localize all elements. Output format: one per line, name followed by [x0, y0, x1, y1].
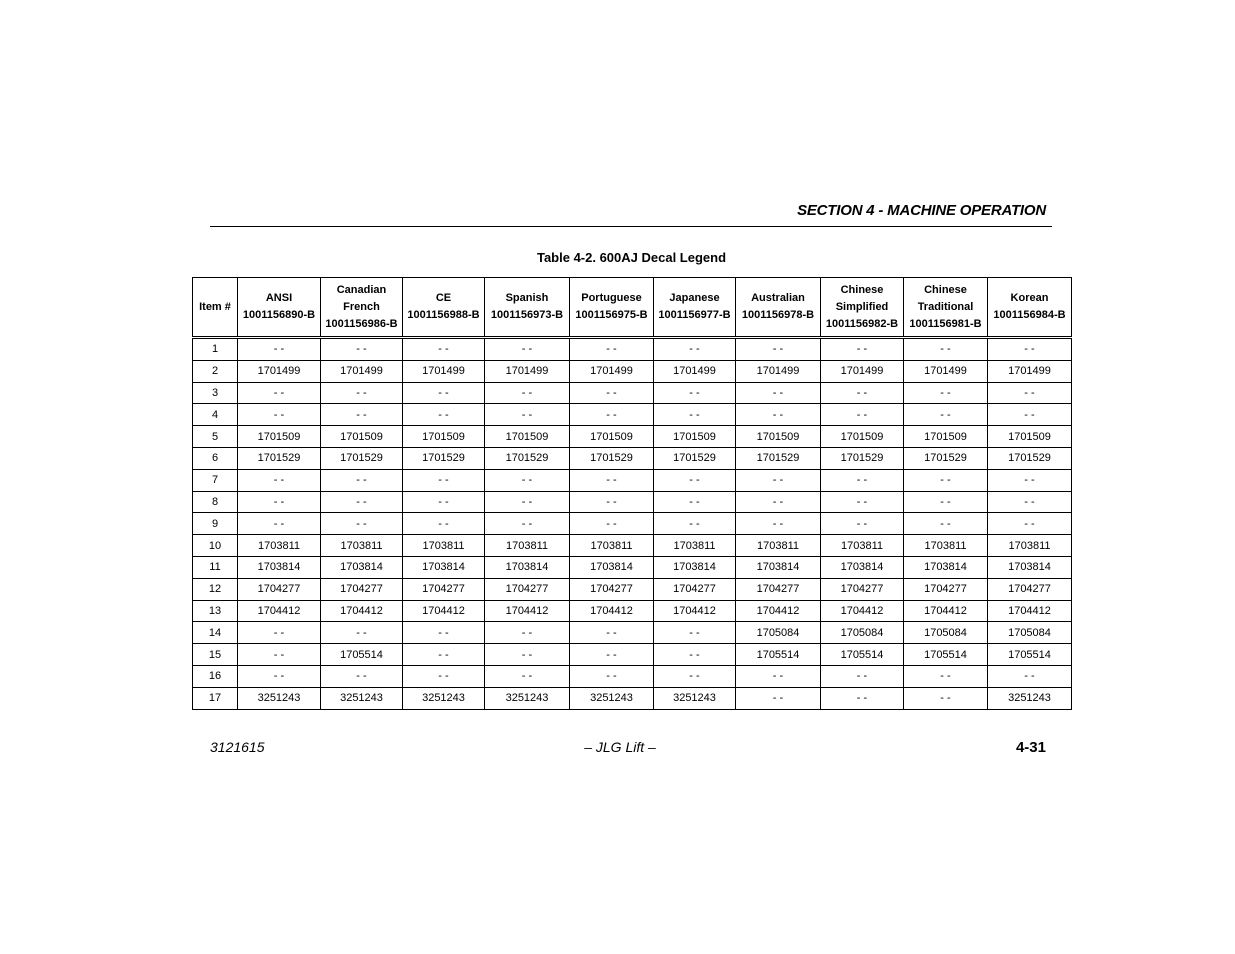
column-header-4 [485, 278, 570, 337]
decal-part-cell: 1703814 [736, 556, 821, 578]
column-header-line: Canadian [336, 283, 387, 296]
table-body [193, 339, 1072, 710]
decal-part-cell: 1703814 [321, 556, 403, 578]
decal-part-cell: 1701509 [238, 426, 321, 448]
decal-part-cell: - - [238, 513, 321, 535]
decal-part-cell: - - [403, 513, 485, 535]
decal-part-cell: 1701509 [321, 426, 403, 448]
decal-part-cell: - - [321, 469, 403, 491]
decal-part-cell: - - [821, 469, 904, 491]
decal-part-cell: 1705514 [904, 644, 988, 666]
decal-part-cell: - - [988, 339, 1072, 361]
decal-part-cell: 1704277 [570, 578, 654, 600]
item-number-cell: 4 [193, 404, 238, 426]
decal-part-cell: - - [485, 513, 570, 535]
decal-part-cell: 1703811 [238, 535, 321, 557]
decal-part-cell: 1701509 [570, 426, 654, 448]
decal-part-cell: - - [570, 513, 654, 535]
item-number-cell: 12 [193, 578, 238, 600]
decal-part-cell: 1701529 [403, 447, 485, 469]
decal-part-cell: 1703814 [654, 556, 736, 578]
decal-part-cell: 1703811 [654, 535, 736, 557]
column-header-8 [821, 278, 904, 337]
decal-part-cell: 3251243 [570, 687, 654, 709]
decal-part-cell: 1701499 [654, 360, 736, 382]
decal-part-cell: - - [988, 404, 1072, 426]
table-row [193, 447, 1072, 469]
item-number-cell: 6 [193, 447, 238, 469]
decal-part-cell: - - [570, 404, 654, 426]
decal-part-cell: - - [904, 469, 988, 491]
decal-part-cell: 1704412 [904, 600, 988, 622]
decal-part-cell: - - [904, 687, 988, 709]
decal-part-cell: 1703814 [988, 556, 1072, 578]
table-row [193, 339, 1072, 361]
decal-part-cell: 1704412 [403, 600, 485, 622]
decal-part-cell: 3251243 [321, 687, 403, 709]
section-title: SECTION 4 - MACHINE OPERATION [797, 202, 1046, 219]
item-number-cell: 5 [193, 426, 238, 448]
decal-legend-table [192, 277, 1072, 710]
decal-part-cell: - - [485, 469, 570, 491]
decal-part-cell: - - [904, 339, 988, 361]
column-header-line: 1001156978-B [741, 309, 815, 321]
column-header-line: 1001156988-B [407, 309, 480, 321]
decal-part-cell: - - [238, 339, 321, 361]
decal-part-cell: - - [403, 404, 485, 426]
column-header-line: Simplified [835, 300, 889, 313]
decal-part-cell: - - [988, 491, 1072, 513]
decal-part-cell: 1704412 [736, 600, 821, 622]
table-row [193, 491, 1072, 513]
decal-part-cell: - - [321, 622, 403, 644]
table-row [193, 556, 1072, 578]
decal-part-cell: - - [904, 513, 988, 535]
decal-part-cell: - - [821, 665, 904, 687]
decal-part-cell: 1703814 [821, 556, 904, 578]
decal-part-cell: - - [736, 665, 821, 687]
decal-part-cell: 1704412 [238, 600, 321, 622]
column-header-line: 1001156986-B [325, 317, 398, 330]
decal-part-cell: - - [403, 644, 485, 666]
table-row [193, 535, 1072, 557]
decal-part-cell: 1703814 [904, 556, 988, 578]
table-row [193, 600, 1072, 622]
decal-part-cell: 1704277 [485, 578, 570, 600]
column-header-line: CE [435, 292, 452, 304]
decal-part-cell: - - [403, 339, 485, 361]
decal-part-cell: 1703814 [570, 556, 654, 578]
header-row [193, 278, 1072, 337]
decal-part-cell: - - [321, 491, 403, 513]
decal-part-cell: - - [736, 687, 821, 709]
decal-part-cell: - - [736, 469, 821, 491]
decal-part-cell: 1701529 [904, 447, 988, 469]
decal-part-cell: - - [321, 404, 403, 426]
decal-part-cell: 1703811 [736, 535, 821, 557]
decal-part-cell: 1704277 [821, 578, 904, 600]
item-number-cell: 9 [193, 513, 238, 535]
decal-part-cell: - - [321, 382, 403, 404]
column-header-line: 1001156890-B [242, 309, 316, 321]
decal-part-cell: - - [485, 382, 570, 404]
decal-part-cell: 1701509 [736, 426, 821, 448]
page-number: 4-31 [1015, 739, 1046, 756]
decal-part-cell: 1703814 [485, 556, 570, 578]
decal-part-cell: 1703811 [904, 535, 988, 557]
decal-part-cell: - - [736, 513, 821, 535]
decal-part-cell: 1705514 [821, 644, 904, 666]
decal-part-cell: - - [321, 339, 403, 361]
decal-part-cell: - - [821, 687, 904, 709]
column-header-line: Spanish [505, 292, 549, 304]
decal-part-cell: 1701499 [485, 360, 570, 382]
decal-part-cell: - - [485, 491, 570, 513]
decal-part-cell: 1704412 [485, 600, 570, 622]
decal-part-cell: - - [238, 665, 321, 687]
decal-part-cell: 1704412 [821, 600, 904, 622]
decal-part-cell: 1703811 [821, 535, 904, 557]
decal-part-cell: 1701529 [238, 447, 321, 469]
column-header-line: 1001156977-B [658, 309, 731, 321]
table-row [193, 578, 1072, 600]
table-row [193, 622, 1072, 644]
decal-part-cell: 1705084 [736, 622, 821, 644]
decal-part-cell: 1704277 [654, 578, 736, 600]
decal-part-cell: - - [821, 513, 904, 535]
decal-part-cell: 1701529 [485, 447, 570, 469]
decal-part-cell: 1705084 [821, 622, 904, 644]
decal-part-cell: - - [321, 513, 403, 535]
decal-part-cell: 1703811 [321, 535, 403, 557]
decal-part-cell: 1701509 [821, 426, 904, 448]
item-number-cell: 1 [193, 339, 238, 361]
decal-part-cell: - - [736, 404, 821, 426]
column-header-9 [904, 278, 988, 337]
item-number-cell: 7 [193, 469, 238, 491]
table-row [193, 426, 1072, 448]
item-number-cell: 2 [193, 360, 238, 382]
decal-part-cell: - - [904, 382, 988, 404]
decal-part-cell: 1701509 [904, 426, 988, 448]
footer-brand: – JLG Lift – [584, 739, 656, 755]
decal-part-cell: 1704412 [988, 600, 1072, 622]
table-row [193, 644, 1072, 666]
item-number-cell: 8 [193, 491, 238, 513]
decal-part-cell: 1703811 [485, 535, 570, 557]
table-row [193, 665, 1072, 687]
decal-part-cell: - - [654, 665, 736, 687]
decal-part-cell: - - [654, 469, 736, 491]
decal-part-cell: 1703811 [570, 535, 654, 557]
decal-part-cell: - - [485, 404, 570, 426]
decal-part-cell: 3251243 [403, 687, 485, 709]
decal-part-cell: - - [403, 622, 485, 644]
decal-part-cell: 1704277 [904, 578, 988, 600]
column-header-line: Japanese [669, 292, 720, 304]
column-header-5 [570, 278, 654, 337]
column-header-6 [654, 278, 736, 337]
column-header-line: 1001156982-B [825, 317, 899, 330]
item-number-cell: 16 [193, 665, 238, 687]
column-header-7 [736, 278, 821, 337]
decal-part-cell: 1704412 [654, 600, 736, 622]
header-divider [210, 226, 1052, 227]
decal-part-cell: - - [570, 491, 654, 513]
column-header-line: Australian [751, 292, 805, 304]
decal-part-cell: - - [238, 491, 321, 513]
decal-part-cell: 1704277 [988, 578, 1072, 600]
decal-part-cell: - - [321, 665, 403, 687]
decal-part-cell: 1703811 [403, 535, 485, 557]
column-header-line: 1001156984-B [993, 309, 1066, 321]
column-header-2 [321, 278, 403, 337]
decal-part-cell: 1705514 [988, 644, 1072, 666]
decal-part-cell: - - [238, 622, 321, 644]
item-number-cell: 17 [193, 687, 238, 709]
decal-part-cell: - - [736, 382, 821, 404]
table-row [193, 687, 1072, 709]
decal-part-cell: - - [904, 491, 988, 513]
decal-part-cell: - - [570, 469, 654, 491]
decal-part-cell: 1705084 [988, 622, 1072, 644]
decal-part-cell: - - [821, 339, 904, 361]
decal-part-cell: 1701499 [321, 360, 403, 382]
column-header-line: Traditional [917, 300, 974, 313]
decal-part-cell: - - [654, 622, 736, 644]
decal-part-cell: - - [988, 513, 1072, 535]
decal-part-cell: - - [988, 469, 1072, 491]
decal-part-cell: 1704412 [321, 600, 403, 622]
decal-part-cell: - - [736, 491, 821, 513]
decal-part-cell: 1701499 [904, 360, 988, 382]
item-number-cell: 14 [193, 622, 238, 644]
decal-part-cell: - - [654, 339, 736, 361]
column-header-line: Chinese [840, 283, 884, 296]
table-caption: Table 4-2. 600AJ Decal Legend [536, 250, 727, 265]
table-row [193, 382, 1072, 404]
decal-part-cell: - - [485, 665, 570, 687]
decal-part-cell: - - [654, 404, 736, 426]
decal-part-cell: 1701499 [988, 360, 1072, 382]
decal-part-cell: 1704277 [321, 578, 403, 600]
decal-part-cell: 3251243 [238, 687, 321, 709]
decal-part-cell: 1701529 [570, 447, 654, 469]
decal-part-cell: - - [403, 469, 485, 491]
column-header-line: Item # [199, 300, 231, 313]
decal-part-cell: - - [904, 665, 988, 687]
column-header-line: 1001156981-B [909, 317, 982, 330]
decal-part-cell: - - [654, 513, 736, 535]
decal-part-cell: 1705514 [736, 644, 821, 666]
table-header [193, 278, 1072, 339]
decal-part-cell: - - [485, 644, 570, 666]
decal-part-cell: 1701509 [485, 426, 570, 448]
decal-part-cell: - - [988, 665, 1072, 687]
decal-part-cell: 1705084 [904, 622, 988, 644]
decal-part-cell: 1701499 [736, 360, 821, 382]
decal-part-cell: - - [654, 644, 736, 666]
decal-part-cell: - - [570, 339, 654, 361]
column-header-10 [988, 278, 1072, 337]
decal-part-cell: - - [654, 382, 736, 404]
decal-part-cell: - - [238, 644, 321, 666]
table-row [193, 513, 1072, 535]
decal-part-cell: 3251243 [654, 687, 736, 709]
decal-part-cell: 1701509 [654, 426, 736, 448]
decal-part-cell: - - [403, 665, 485, 687]
table-row [193, 404, 1072, 426]
decal-part-cell: - - [403, 491, 485, 513]
decal-part-cell: 3251243 [485, 687, 570, 709]
column-header-line: French [343, 300, 380, 313]
decal-part-cell: 1705514 [321, 644, 403, 666]
decal-part-cell: 1704412 [570, 600, 654, 622]
decal-part-cell: - - [821, 382, 904, 404]
column-header-3 [403, 278, 485, 337]
column-header-line: ANSI [265, 292, 293, 304]
decal-part-cell: 1703814 [238, 556, 321, 578]
decal-part-cell: 1701529 [736, 447, 821, 469]
decal-part-cell: - - [904, 404, 988, 426]
item-number-cell: 15 [193, 644, 238, 666]
decal-part-cell: 1701529 [988, 447, 1072, 469]
decal-part-cell: - - [570, 665, 654, 687]
item-number-cell: 11 [193, 556, 238, 578]
item-number-cell: 10 [193, 535, 238, 557]
item-number-cell: 13 [193, 600, 238, 622]
table-row [193, 469, 1072, 491]
decal-part-cell: 1701509 [403, 426, 485, 448]
decal-part-cell: 1701499 [570, 360, 654, 382]
decal-part-cell: - - [238, 469, 321, 491]
decal-part-cell: 1701499 [821, 360, 904, 382]
decal-part-cell: 1703811 [988, 535, 1072, 557]
decal-part-cell: 1701499 [403, 360, 485, 382]
decal-part-cell: - - [485, 339, 570, 361]
column-header-line: 1001156975-B [575, 309, 648, 321]
decal-part-cell: - - [238, 404, 321, 426]
column-header-0 [193, 278, 238, 337]
column-header-line: Korean [1010, 292, 1049, 304]
decal-part-cell: - - [238, 382, 321, 404]
decal-part-cell: - - [654, 491, 736, 513]
decal-part-cell: 1704277 [403, 578, 485, 600]
decal-part-cell: 1701529 [821, 447, 904, 469]
decal-part-cell: 3251243 [988, 687, 1072, 709]
decal-part-cell: 1701529 [654, 447, 736, 469]
decal-part-cell: - - [570, 644, 654, 666]
column-header-line: 1001156973-B [490, 309, 564, 321]
column-header-1 [238, 278, 321, 337]
decal-part-cell: - - [570, 622, 654, 644]
column-header-line: Portuguese [581, 292, 642, 304]
decal-part-cell: - - [736, 339, 821, 361]
table-row [193, 360, 1072, 382]
decal-part-cell: 1701529 [321, 447, 403, 469]
decal-part-cell: - - [403, 382, 485, 404]
decal-part-cell: - - [485, 622, 570, 644]
decal-part-cell: 1701499 [238, 360, 321, 382]
column-header-line: Chinese [924, 283, 967, 296]
decal-part-cell: 1704277 [736, 578, 821, 600]
decal-part-cell: 1701509 [988, 426, 1072, 448]
document-number: 3121615 [210, 739, 265, 755]
decal-part-cell: - - [821, 491, 904, 513]
decal-part-cell: - - [988, 382, 1072, 404]
decal-part-cell: 1704277 [238, 578, 321, 600]
decal-part-cell: - - [821, 404, 904, 426]
item-number-cell: 3 [193, 382, 238, 404]
decal-part-cell: 1703814 [403, 556, 485, 578]
decal-part-cell: - - [570, 382, 654, 404]
